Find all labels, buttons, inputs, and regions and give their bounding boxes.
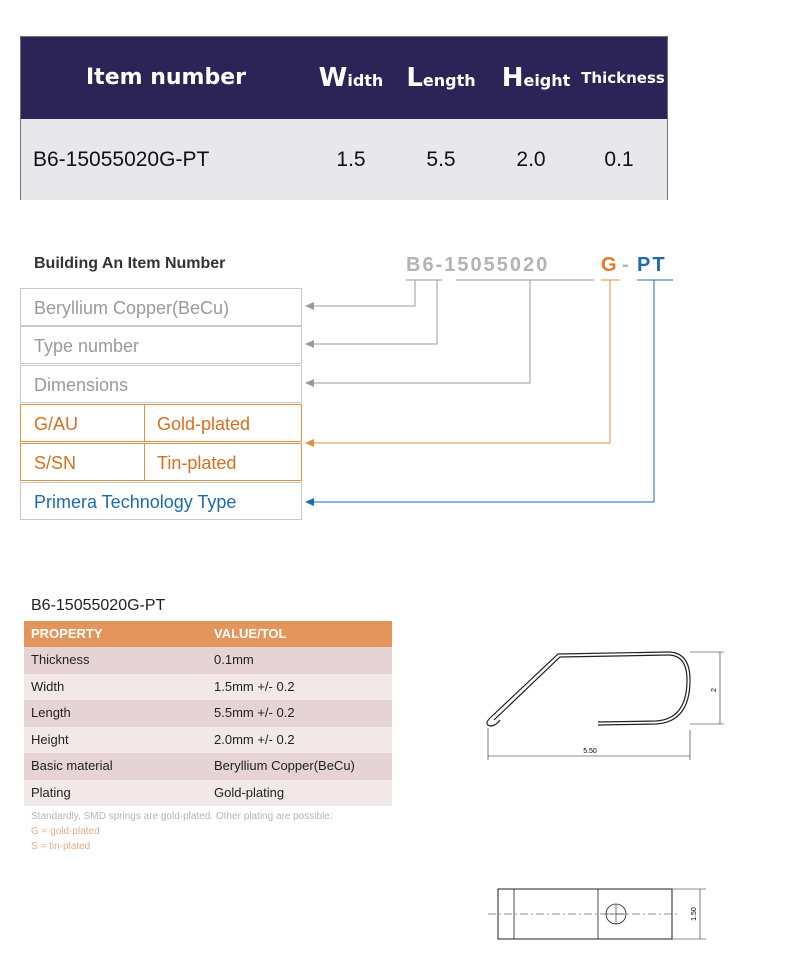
spring-hook [487, 718, 500, 726]
build-row-material-label: Beryllium Copper(BeCu) [34, 298, 230, 318]
header-thickness: Thickness [581, 69, 665, 87]
connector-plating [312, 280, 610, 443]
header-value: VALUE/TOL [214, 626, 287, 641]
arrow-plating [305, 439, 314, 447]
build-row-tin-label: Tin-plated [157, 453, 237, 473]
value-cell: 1.5mm +/- 0.2 [214, 678, 295, 694]
table-row [24, 700, 392, 727]
property-cell: Plating [31, 784, 71, 800]
code-suffix: PT [637, 254, 667, 276]
dim-width-label: 1.50 [691, 907, 698, 921]
header-length-initial: L [406, 63, 423, 93]
table-row [24, 780, 392, 807]
build-row-technology-label: Primera Technology Type [34, 492, 237, 512]
property-cell: Length [31, 705, 71, 720]
build-row-tin-code: S/SN [34, 453, 77, 473]
top-view-drawing [484, 884, 714, 944]
cell-height: 2.0 [516, 148, 546, 171]
connector-type [312, 280, 437, 344]
code-plating: G [601, 254, 619, 276]
table-row [24, 674, 392, 701]
value-cell: 0.1mm [214, 652, 254, 667]
build-row-type-label: Type number [34, 336, 140, 356]
code-prefix: B6-15055020 [406, 254, 550, 276]
property-cell: Height [31, 731, 69, 747]
connector-technology [312, 280, 654, 502]
header-height-rest: eight [523, 71, 571, 90]
cell-item-number: B6-15055020G-PT [33, 148, 210, 171]
arrow-material [305, 302, 314, 310]
header-property: PROPERTY [31, 626, 103, 641]
value-cell: Beryllium Copper(BeCu) [214, 758, 355, 773]
cell-length: 5.5 [426, 148, 456, 171]
arrow-dimensions [305, 379, 314, 387]
plating-note: Standardly, SMD springs are gold-plated. Other plating are possible: [31, 811, 333, 822]
spring-outline-inner [494, 655, 687, 722]
plating-note-tin: S = tin-plated [31, 841, 91, 852]
property-table-header [24, 621, 392, 647]
header-length-rest: ength [422, 71, 476, 90]
cell-width: 1.5 [336, 148, 366, 171]
connector-dimensions [312, 280, 530, 383]
connector-material [312, 280, 415, 306]
header-width-initial: W [318, 63, 348, 93]
table-row [24, 753, 392, 780]
header-width-rest: idth [347, 71, 384, 90]
spec-title: B6-15055020G-PT [31, 597, 166, 614]
property-cell: Width [31, 678, 65, 694]
side-view-drawing [478, 640, 738, 770]
arrow-technology [305, 498, 314, 506]
property-table [24, 621, 392, 806]
dim-length-label: 5.50 [583, 748, 597, 755]
cell-thickness: 0.1 [604, 148, 634, 171]
dim-height-label: 2 [711, 688, 718, 692]
code-dash: - [622, 254, 631, 276]
build-row-gold-label: Gold-plated [157, 414, 251, 434]
value-cell: 5.5mm +/- 0.2 [214, 705, 295, 720]
arrow-type [305, 340, 314, 348]
property-cell: Thickness [31, 652, 90, 667]
value-cell: 2.0mm +/- 0.2 [214, 731, 295, 747]
header-height-initial: H [501, 63, 524, 93]
spring-outline-outer [490, 652, 690, 725]
plating-note-gold: G = gold-plated [31, 826, 100, 837]
table-row [24, 727, 392, 754]
header-item-number: Item number [86, 65, 246, 90]
table-row [24, 647, 392, 674]
build-row-dimensions-label: Dimensions [34, 375, 129, 395]
building-item-number-title: Building An Item Number [34, 255, 226, 272]
property-cell: Basic material [31, 758, 113, 773]
value-cell: Gold-plating [214, 784, 285, 800]
build-row-gold-code: G/AU [34, 414, 79, 434]
